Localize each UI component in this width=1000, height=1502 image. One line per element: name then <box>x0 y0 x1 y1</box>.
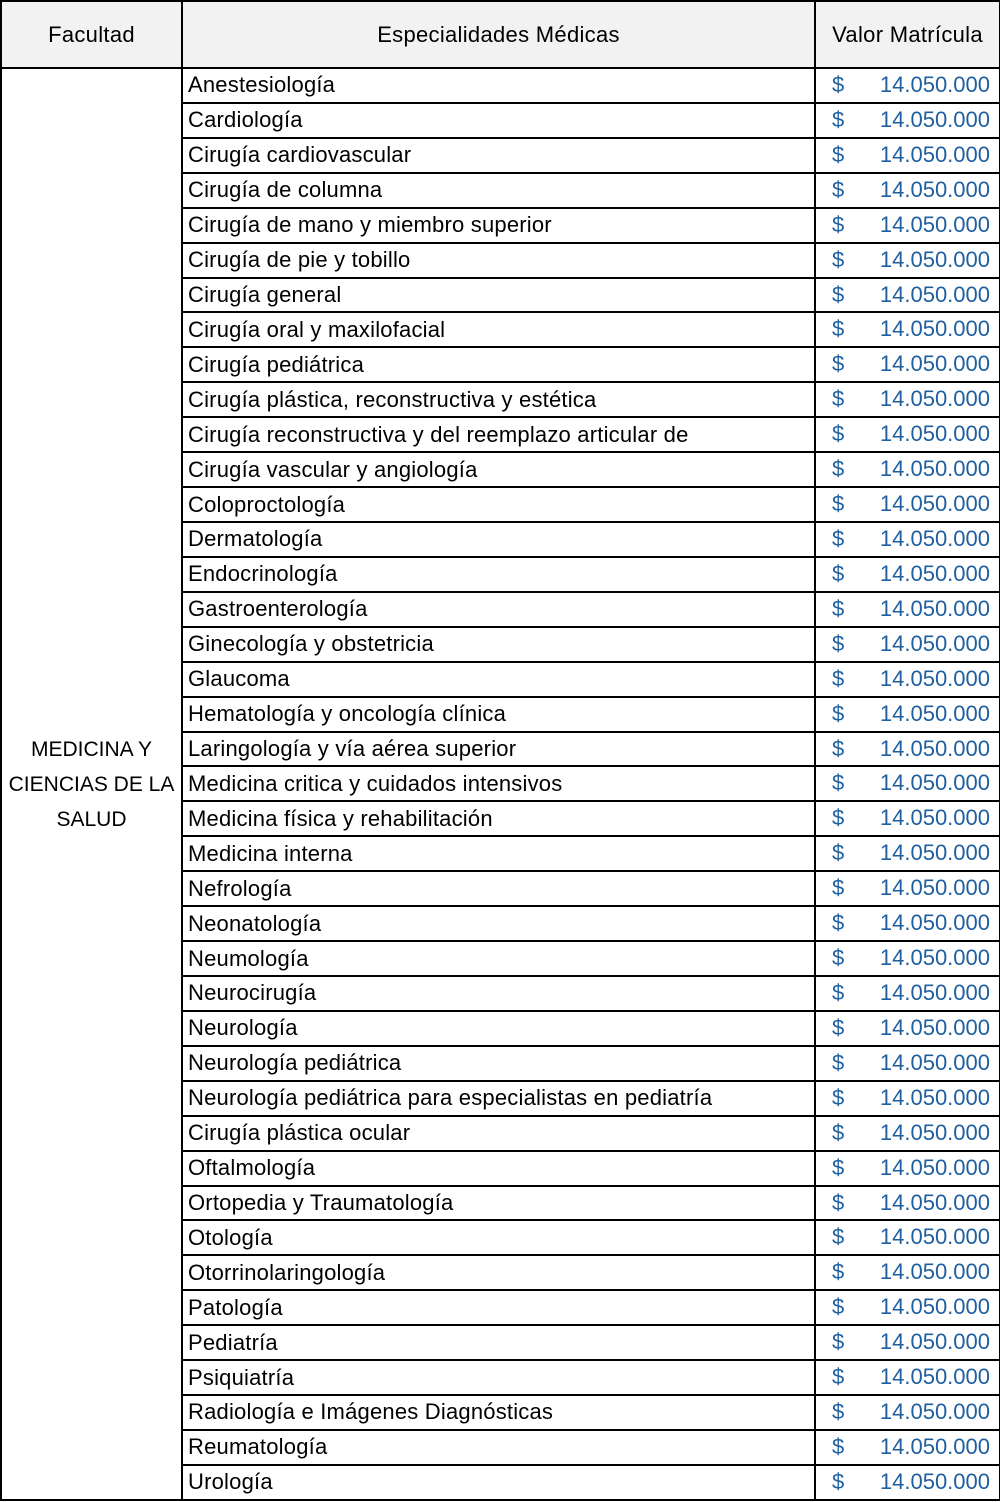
valor-cell <box>815 173 1000 208</box>
especialidad-cell: Laringología y vía aérea superior <box>182 732 815 767</box>
valor-cell <box>815 138 1000 173</box>
valor-cell <box>815 1255 1000 1290</box>
valor-cell <box>815 1046 1000 1081</box>
valor-cell <box>815 1081 1000 1116</box>
especialidad-cell: Neurología <box>182 1011 815 1046</box>
valor-cell <box>815 976 1000 1011</box>
header-row <box>1 1 1000 68</box>
valor-amount: 14.050.000 <box>879 421 990 447</box>
especialidad-cell: Ortopedia y Traumatología <box>182 1186 815 1221</box>
currency-symbol: $ <box>832 1154 845 1180</box>
valor-cell <box>815 1465 1000 1500</box>
valor-cell <box>815 103 1000 138</box>
especialidad-cell: Neurología pediátrica <box>182 1046 815 1081</box>
table-body <box>1 68 1000 1500</box>
currency-symbol: $ <box>832 1014 845 1040</box>
currency-symbol: $ <box>832 1189 845 1215</box>
especialidad-cell: Otología <box>182 1220 815 1255</box>
currency-symbol: $ <box>832 700 845 726</box>
valor-amount: 14.050.000 <box>879 525 990 551</box>
especialidad-cell: Hematología y oncología clínica <box>182 697 815 732</box>
especialidad-cell: Oftalmología <box>182 1151 815 1186</box>
especialidad-cell: Reumatología <box>182 1430 815 1465</box>
especialidad-cell: Coloproctología <box>182 487 815 522</box>
currency-symbol: $ <box>832 630 845 656</box>
valor-cell <box>815 243 1000 278</box>
especialidad-cell: Ginecología y obstetricia <box>182 627 815 662</box>
currency-symbol: $ <box>832 979 845 1005</box>
currency-symbol: $ <box>832 141 845 167</box>
especialidad-cell: Endocrinología <box>182 557 815 592</box>
valor-cell <box>815 1290 1000 1325</box>
currency-symbol: $ <box>832 72 845 97</box>
especialidad-cell: Cirugía vascular y angiología <box>182 452 815 487</box>
valor-amount: 14.050.000 <box>879 770 990 796</box>
valor-amount: 14.050.000 <box>879 1119 990 1145</box>
especialidad-cell: Anestesiología <box>182 68 815 103</box>
valor-amount: 14.050.000 <box>879 1468 990 1494</box>
header-especialidades: Especialidades Médicas <box>182 1 815 68</box>
valor-cell <box>815 487 1000 522</box>
valor-cell <box>815 1325 1000 1360</box>
currency-symbol: $ <box>832 351 845 377</box>
valor-cell <box>815 382 1000 417</box>
currency-symbol: $ <box>832 560 845 586</box>
especialidad-cell: Urología <box>182 1465 815 1500</box>
currency-symbol: $ <box>832 1468 845 1494</box>
valor-amount: 14.050.000 <box>879 1399 990 1425</box>
especialidad-cell: Cirugía plástica ocular <box>182 1116 815 1151</box>
valor-cell <box>815 836 1000 871</box>
valor-amount: 14.050.000 <box>879 1224 990 1250</box>
valor-amount: 14.050.000 <box>879 1259 990 1285</box>
facultad-cell: MEDICINA Y CIENCIAS DE LA SALUD <box>1 68 182 1500</box>
valor-cell <box>815 1395 1000 1430</box>
valor-amount: 14.050.000 <box>879 211 990 237</box>
valor-amount: 14.050.000 <box>879 979 990 1005</box>
currency-symbol: $ <box>832 1364 845 1390</box>
valor-amount: 14.050.000 <box>879 176 990 202</box>
currency-symbol: $ <box>832 1399 845 1425</box>
currency-symbol: $ <box>832 1084 845 1110</box>
especialidad-cell: Cirugía plástica, reconstructiva y estética <box>182 382 815 417</box>
currency-symbol: $ <box>832 1329 845 1355</box>
currency-symbol: $ <box>832 770 845 796</box>
currency-symbol: $ <box>832 1294 845 1320</box>
currency-symbol: $ <box>832 316 845 342</box>
especialidad-cell: Cirugía de columna <box>182 173 815 208</box>
valor-amount: 14.050.000 <box>879 281 990 307</box>
valor-cell <box>815 278 1000 313</box>
valor-cell <box>815 1360 1000 1395</box>
currency-symbol: $ <box>832 525 845 551</box>
especialidad-cell: Medicina critica y cuidados intensivos <box>182 766 815 801</box>
valor-amount: 14.050.000 <box>879 735 990 761</box>
valor-amount: 14.050.000 <box>879 1189 990 1215</box>
currency-symbol: $ <box>832 1224 845 1250</box>
currency-symbol: $ <box>832 805 845 831</box>
valor-cell <box>815 662 1000 697</box>
valor-amount: 14.050.000 <box>879 1433 990 1459</box>
valor-amount: 14.050.000 <box>879 1364 990 1390</box>
currency-symbol: $ <box>832 1119 845 1145</box>
valor-amount: 14.050.000 <box>879 141 990 167</box>
currency-symbol: $ <box>832 1433 845 1459</box>
valor-cell <box>815 557 1000 592</box>
especialidad-cell: Neonatología <box>182 906 815 941</box>
valor-amount: 14.050.000 <box>879 1084 990 1110</box>
especialidad-cell: Cirugía pediátrica <box>182 347 815 382</box>
currency-symbol: $ <box>832 106 845 132</box>
valor-amount: 14.050.000 <box>879 1154 990 1180</box>
especialidad-cell: Cirugía cardiovascular <box>182 138 815 173</box>
currency-symbol: $ <box>832 1049 845 1075</box>
especialidad-cell: Neurocirugía <box>182 976 815 1011</box>
valor-amount: 14.050.000 <box>879 665 990 691</box>
especialidad-cell: Radiología e Imágenes Diagnósticas <box>182 1395 815 1430</box>
valor-amount: 14.050.000 <box>879 72 990 97</box>
especialidad-cell: Otorrinolaringología <box>182 1255 815 1290</box>
valor-cell <box>815 697 1000 732</box>
especialidad-cell: Glaucoma <box>182 662 815 697</box>
valor-cell <box>815 1116 1000 1151</box>
valor-cell <box>815 522 1000 557</box>
currency-symbol: $ <box>832 211 845 237</box>
valor-amount: 14.050.000 <box>879 875 990 901</box>
valor-cell <box>815 906 1000 941</box>
especialidad-cell: Dermatología <box>182 522 815 557</box>
especialidad-cell: Patología <box>182 1290 815 1325</box>
valor-amount: 14.050.000 <box>879 246 990 272</box>
valor-cell <box>815 1220 1000 1255</box>
especialidad-cell: Cirugía oral y maxilofacial <box>182 312 815 347</box>
currency-symbol: $ <box>832 945 845 971</box>
valor-cell <box>815 68 1000 103</box>
table-row <box>1 68 1000 103</box>
currency-symbol: $ <box>832 735 845 761</box>
currency-symbol: $ <box>832 246 845 272</box>
valor-amount: 14.050.000 <box>879 945 990 971</box>
especialidad-cell: Nefrología <box>182 871 815 906</box>
currency-symbol: $ <box>832 176 845 202</box>
valor-cell <box>815 417 1000 452</box>
valor-cell <box>815 1011 1000 1046</box>
valor-amount: 14.050.000 <box>879 106 990 132</box>
especialidad-cell: Cirugía general <box>182 278 815 313</box>
valor-cell <box>815 347 1000 382</box>
valor-cell <box>815 1186 1000 1221</box>
especialidad-cell: Cirugía reconstructiva y del reemplazo articular de <box>182 417 815 452</box>
especialidad-cell: Gastroenterología <box>182 592 815 627</box>
valor-amount: 14.050.000 <box>879 1049 990 1075</box>
currency-symbol: $ <box>832 875 845 901</box>
currency-symbol: $ <box>832 491 845 517</box>
valor-cell <box>815 312 1000 347</box>
valor-cell <box>815 801 1000 836</box>
valor-amount: 14.050.000 <box>879 456 990 482</box>
valor-cell <box>815 732 1000 767</box>
currency-symbol: $ <box>832 386 845 412</box>
currency-symbol: $ <box>832 421 845 447</box>
valor-cell <box>815 592 1000 627</box>
especialidad-cell: Cirugía de pie y tobillo <box>182 243 815 278</box>
currency-symbol: $ <box>832 840 845 866</box>
currency-symbol: $ <box>832 281 845 307</box>
valor-amount: 14.050.000 <box>879 1329 990 1355</box>
valor-cell <box>815 941 1000 976</box>
especialidad-cell: Neurología pediátrica para especialistas en pediatría <box>182 1081 815 1116</box>
valor-amount: 14.050.000 <box>879 1294 990 1320</box>
valor-cell <box>815 766 1000 801</box>
valor-amount: 14.050.000 <box>879 910 990 936</box>
valor-cell <box>815 871 1000 906</box>
valor-amount: 14.050.000 <box>879 630 990 656</box>
especialidad-cell: Medicina física y rehabilitación <box>182 801 815 836</box>
currency-symbol: $ <box>832 910 845 936</box>
valor-amount: 14.050.000 <box>879 386 990 412</box>
especialidad-cell: Medicina interna <box>182 836 815 871</box>
valor-cell <box>815 1430 1000 1465</box>
valor-amount: 14.050.000 <box>879 351 990 377</box>
header-facultad: Facultad <box>1 1 182 68</box>
valor-amount: 14.050.000 <box>879 491 990 517</box>
currency-symbol: $ <box>832 456 845 482</box>
valor-amount: 14.050.000 <box>879 595 990 621</box>
valor-amount: 14.050.000 <box>879 560 990 586</box>
valor-amount: 14.050.000 <box>879 700 990 726</box>
currency-symbol: $ <box>832 665 845 691</box>
valor-cell <box>815 1151 1000 1186</box>
especialidad-cell: Cardiología <box>182 103 815 138</box>
especialidad-cell: Psiquiatría <box>182 1360 815 1395</box>
valor-amount: 14.050.000 <box>879 805 990 831</box>
valor-amount: 14.050.000 <box>879 840 990 866</box>
especialidad-cell: Pediatría <box>182 1325 815 1360</box>
valor-cell <box>815 627 1000 662</box>
valor-cell <box>815 452 1000 487</box>
currency-symbol: $ <box>832 595 845 621</box>
especialidad-cell: Neumología <box>182 941 815 976</box>
header-valor-matricula: Valor Matrícula <box>815 1 1000 68</box>
valor-amount: 14.050.000 <box>879 1014 990 1040</box>
valor-amount: 14.050.000 <box>879 316 990 342</box>
currency-symbol: $ <box>832 1259 845 1285</box>
especialidad-cell: Cirugía de mano y miembro superior <box>182 208 815 243</box>
valor-cell <box>815 208 1000 243</box>
